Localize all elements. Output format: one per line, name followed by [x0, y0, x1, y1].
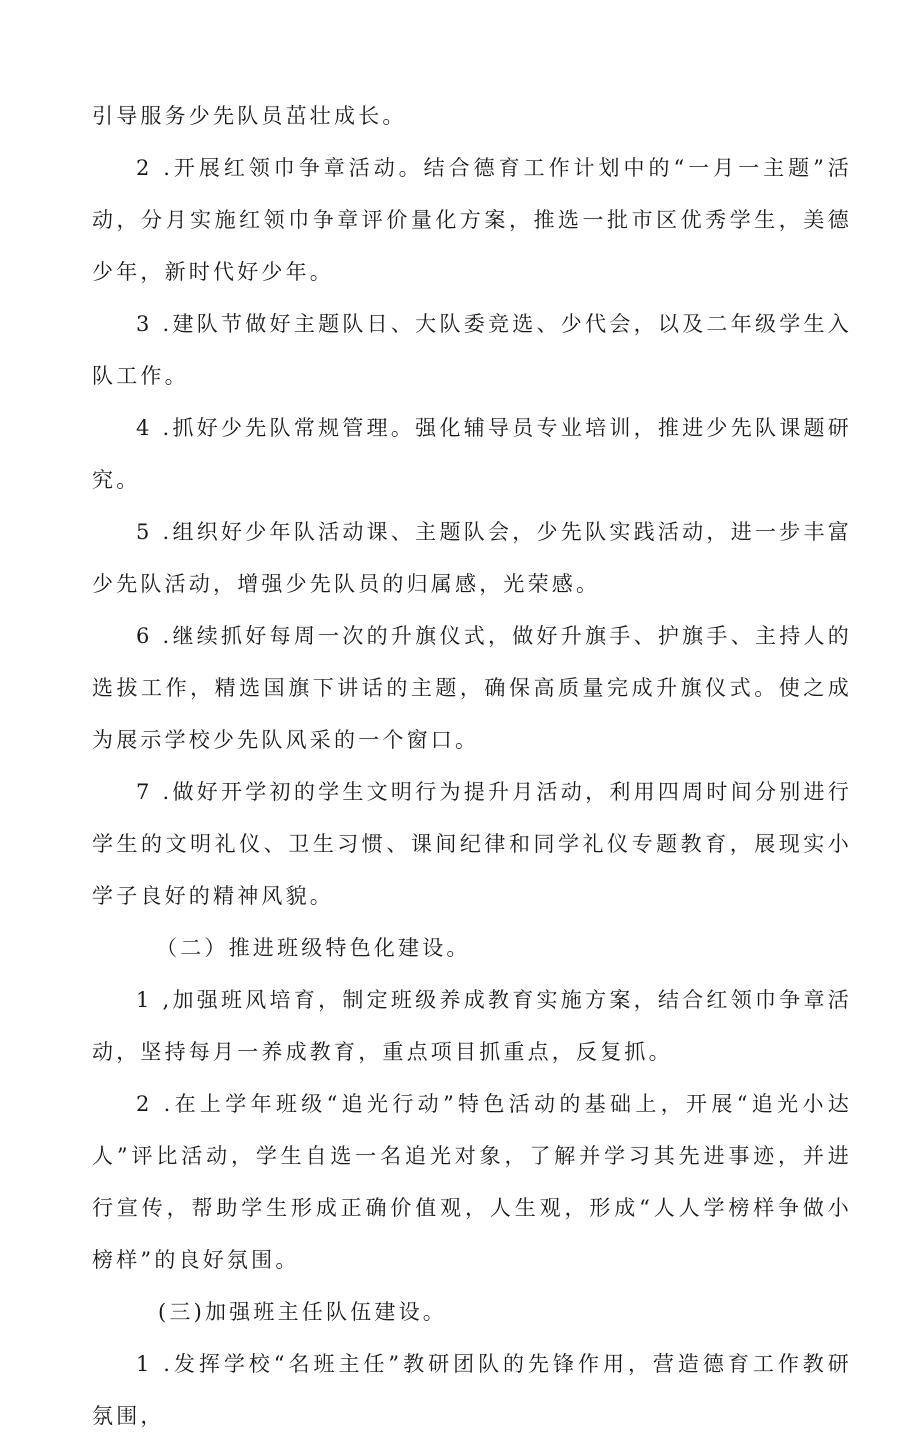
document-body	[92, 90, 852, 1442]
section-heading: （二）推进班级特色化建设。	[156, 936, 471, 960]
paragraph: 引导服务少先队员茁壮成长。	[92, 104, 407, 128]
paragraph: 2 .开展红领巾争章活动。结合德育工作计划中的“一月一主题”活动，分月实施红领巾争章评价量化方案，推选一批市区优秀学生，美德少年，新时代好少年。	[92, 156, 852, 284]
paragraph: 4 .抓好少先队常规管理。强化辅导员专业培训，推进少先队课题研究。	[92, 416, 852, 492]
paragraph: 5 .组织好少年队活动课、主题队会，少先队实践活动，进一步丰富少先队活动，增强少先队员的归属感，光荣感。	[92, 520, 852, 596]
paragraph: 7 .做好开学初的学生文明行为提升月活动，利用四周时间分别进行学生的文明礼仪、卫生习惯、课间纪律和同学礼仪专题教育，展现实小学子良好的精神风貌。	[92, 780, 852, 908]
paragraph: 6 .继续抓好每周一次的升旗仪式，做好升旗手、护旗手、主持人的选拔工作，精选国旗下讲话的主题，确保高质量完成升旗仪式。使之成为展示学校少先队风采的一个窗口。	[92, 624, 852, 752]
section-heading: (三)加强班主任队伍建设。	[158, 1300, 447, 1324]
paragraph: 1 ,加强班风培育，制定班级养成教育实施方案，结合红领巾争章活动，坚持每月一养成教育，重点项目抓重点，反复抓。	[92, 988, 852, 1064]
paragraph: 2 .在上学年班级“追光行动”特色活动的基础上，开展“追光小达人”评比活动，学生自选一名追光对象，了解并学习其先进事迹，并进行宣传，帮助学生形成正确价值观，人生观，形成“人人学榜样争做小榜样”的良好氛围。	[92, 1092, 852, 1272]
paragraph: 1 .发挥学校“名班主任”教研团队的先锋作用，营造德育工作教研氛围，	[92, 1352, 852, 1428]
paragraph: 3 .建队节做好主题队日、大队委竞选、少代会，以及二年级学生入队工作。	[92, 312, 852, 388]
